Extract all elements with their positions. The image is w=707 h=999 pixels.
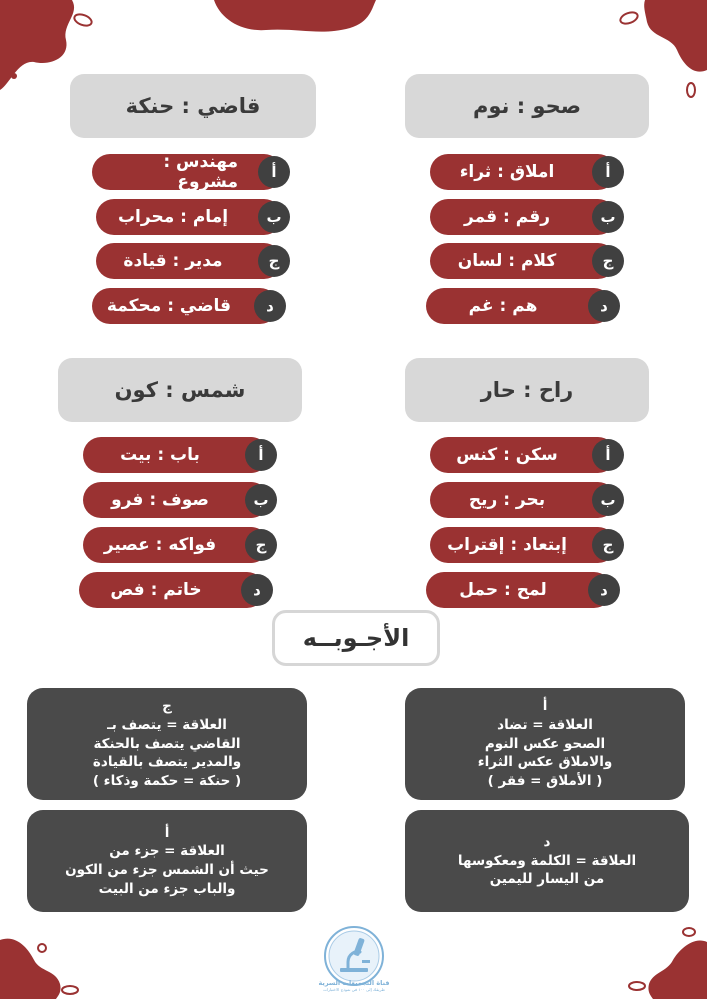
option-text: سكن : كنس <box>456 445 558 465</box>
option-letter-badge: ج <box>245 529 277 561</box>
corner-blob-top-center <box>200 0 390 40</box>
option-c[interactable] <box>83 527 269 563</box>
question-stem: شمس : كون <box>58 358 302 422</box>
option-d[interactable] <box>426 288 612 324</box>
answer-line: العلاقة = جزء من <box>109 843 225 860</box>
option-b[interactable] <box>83 482 269 518</box>
option-text: صوف : فرو <box>111 490 209 510</box>
answer-letter: أ <box>542 698 548 715</box>
option-c[interactable] <box>430 243 616 279</box>
logo-tagline: طريقك إلى ١٠٠ في نموذج الاختبارات <box>323 987 385 992</box>
answer-letter: د <box>543 834 551 851</box>
question-stem: قاضي : حنكة <box>70 74 316 138</box>
option-letter-badge: د <box>254 290 286 322</box>
option-text: فواكه : عصير <box>103 535 217 555</box>
option-text: لمح : حمل <box>459 580 547 600</box>
answer-line: ( الأملاق = فقر ) <box>487 772 603 789</box>
option-text: مهندس : مشروع <box>163 152 238 192</box>
option-text: خاتم : فص <box>110 580 202 600</box>
answer-line: العلاقة = يتصف بـ <box>107 717 227 734</box>
option-text: بحر : ريح <box>468 490 546 510</box>
answer-line: من اليسار لليمين <box>489 871 605 888</box>
option-a[interactable] <box>83 437 269 473</box>
logo-caption <box>312 979 396 992</box>
option-letter-badge: أ <box>592 439 624 471</box>
answer-line: القاضي يتصف بالحنكة <box>93 735 241 752</box>
option-letter-badge: د <box>588 574 620 606</box>
option-text: إمام : محراب <box>117 207 229 227</box>
option-d[interactable] <box>79 572 265 608</box>
question-stem: صحو : نوم <box>405 74 649 138</box>
answer-line: الصحو عكس النوم <box>484 735 606 752</box>
option-letter-badge: ب <box>592 201 624 233</box>
option-letter-badge: أ <box>245 439 277 471</box>
option-text: مدير : قيادة <box>123 251 223 271</box>
option-text: هم : غم <box>468 296 538 316</box>
option-text: قاضي : محكمة <box>106 296 232 316</box>
corner-blob-bottom-left <box>0 900 110 999</box>
option-letter-badge: أ <box>592 156 624 188</box>
answer-line: والباب جزء من البيت <box>98 880 236 897</box>
question-stem: راح : حار <box>405 358 649 422</box>
answer-card <box>27 810 307 912</box>
corner-blob-bottom-right <box>597 900 707 999</box>
option-text: رقم : قمر <box>464 207 550 227</box>
option-letter-badge: د <box>241 574 273 606</box>
option-letter-badge: ج <box>258 245 290 277</box>
answer-letter: أ <box>164 824 170 841</box>
answer-line: حيث أن الشمس جزء من الكون <box>65 862 269 878</box>
answer-letter: ج <box>162 698 172 715</box>
option-b[interactable] <box>430 482 616 518</box>
option-b[interactable] <box>96 199 282 235</box>
option-letter-badge: د <box>588 290 620 322</box>
option-letter-badge: ب <box>245 484 277 516</box>
answer-card <box>405 810 689 912</box>
option-text: كلام : لسان <box>457 251 557 271</box>
option-a[interactable] <box>92 154 282 190</box>
answer-line: العلاقة = تضاد <box>497 717 593 734</box>
option-a[interactable] <box>430 154 616 190</box>
answer-line: والمدير يتصف بالقيادة <box>92 754 242 771</box>
option-text: املاق : ثراء <box>459 162 555 182</box>
answers-title: الأجـوبــه <box>272 610 440 666</box>
option-c[interactable] <box>96 243 282 279</box>
answer-line: والاملاق عكس الثراء <box>477 754 613 771</box>
option-d[interactable] <box>426 572 612 608</box>
option-c[interactable] <box>430 527 616 563</box>
option-letter-badge: ج <box>592 245 624 277</box>
option-b[interactable] <box>430 199 616 235</box>
answer-card <box>405 688 685 800</box>
option-letter-badge: ج <box>592 529 624 561</box>
option-d[interactable] <box>92 288 278 324</box>
answer-line: ( حنكة = حكمة وذكاء ) <box>92 772 242 789</box>
option-text: إبتعاد : إقتراب <box>447 535 567 555</box>
option-text: باب : بيت <box>120 445 200 465</box>
option-letter-badge: أ <box>258 156 290 188</box>
option-letter-badge: ب <box>592 484 624 516</box>
option-letter-badge: ب <box>258 201 290 233</box>
answer-card <box>27 688 307 800</box>
option-a[interactable] <box>430 437 616 473</box>
logo-name: قناة التجميعات السرية <box>318 979 390 987</box>
answer-line: العلاقة = الكلمة ومعكوسها <box>457 852 637 869</box>
